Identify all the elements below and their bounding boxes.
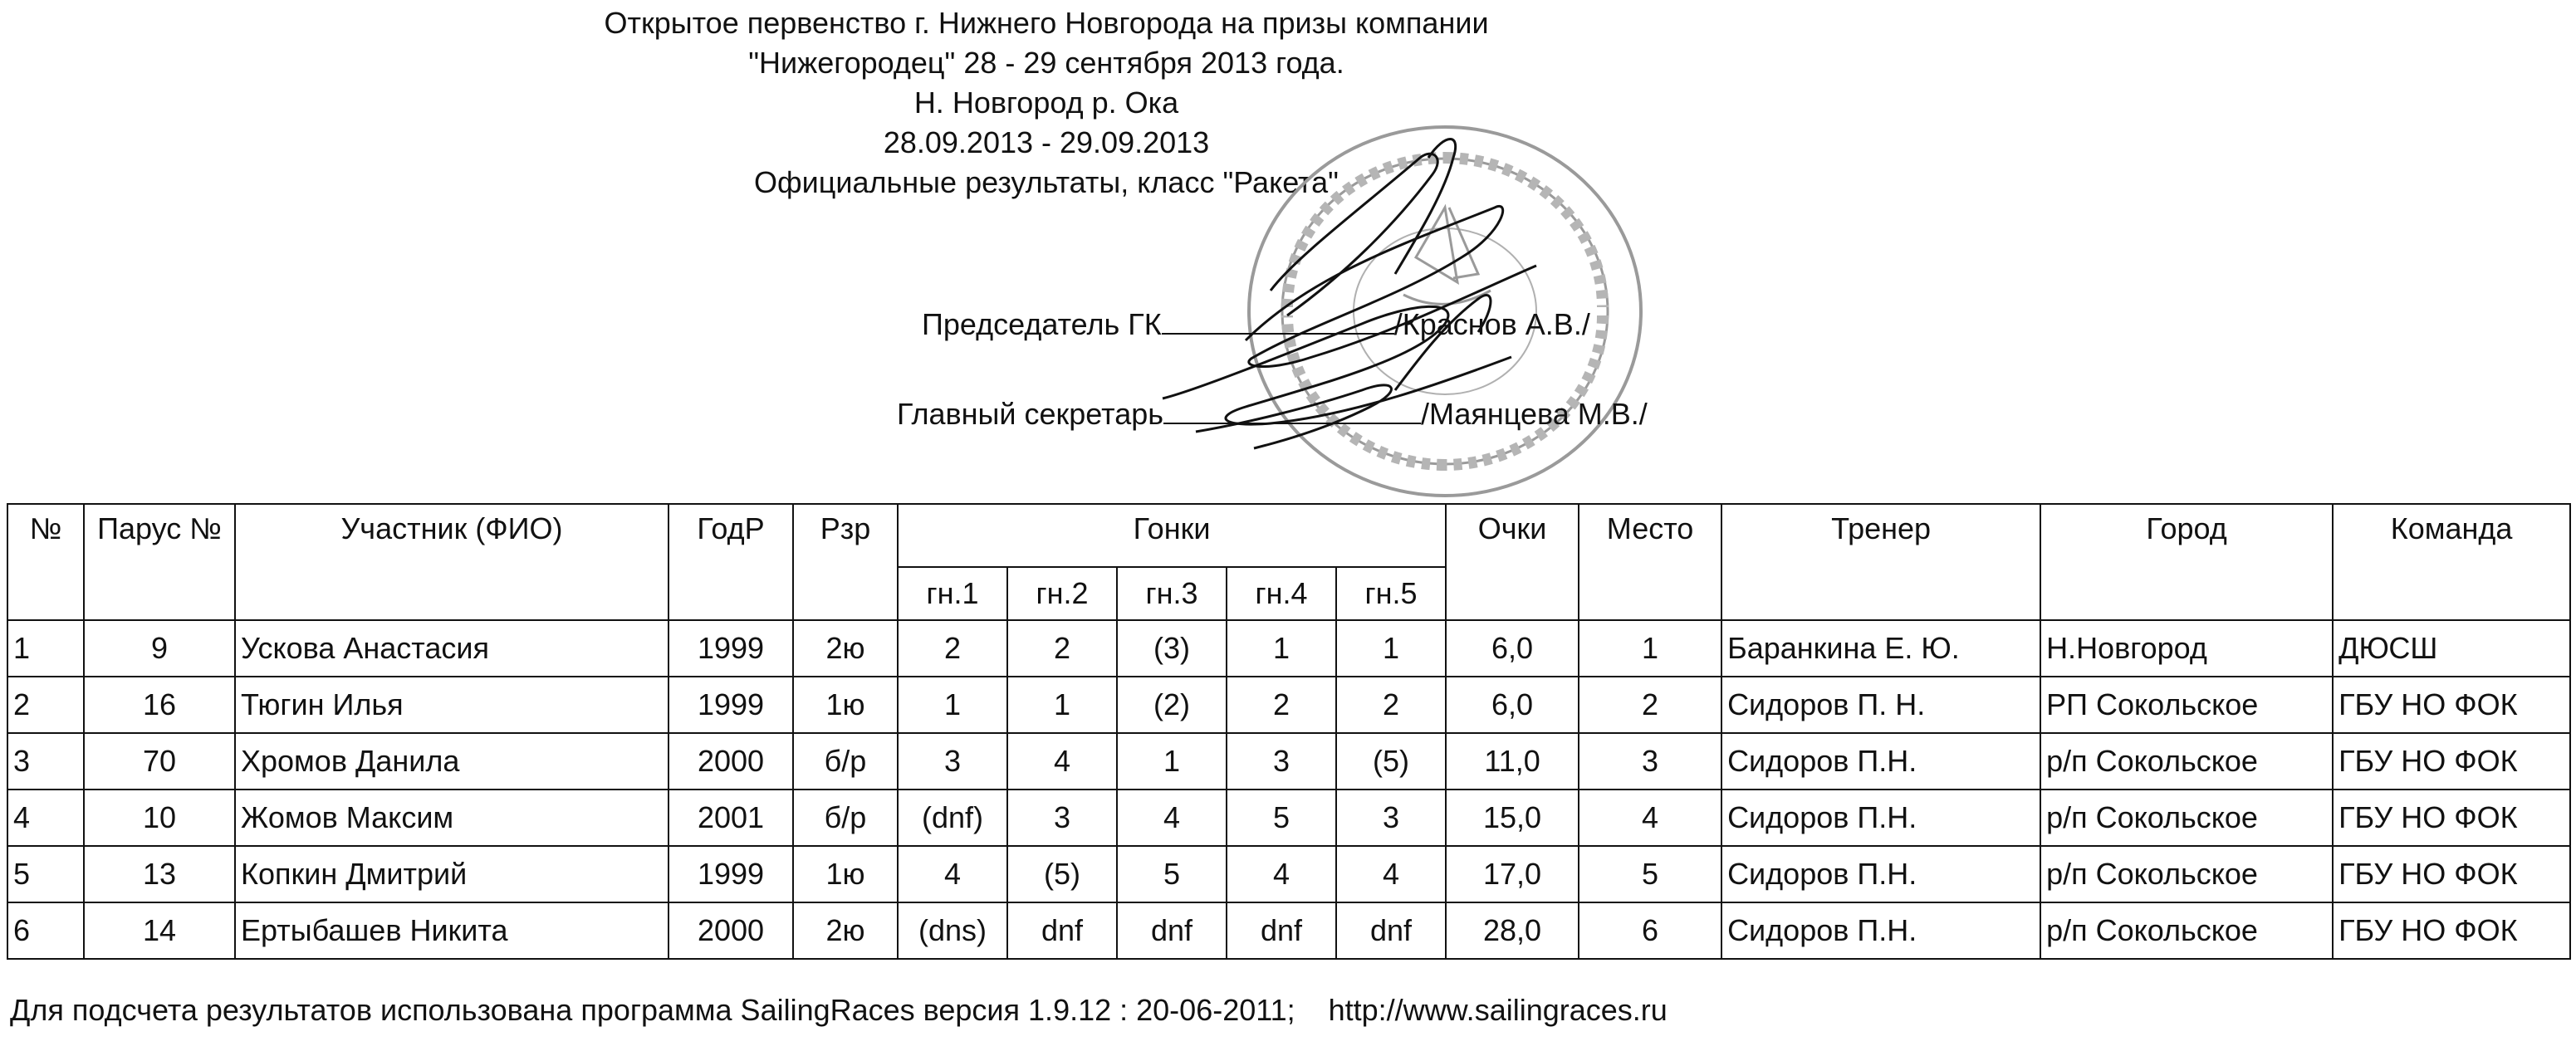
results-table (7, 503, 2571, 960)
chairman-name: /Краснов А.В./ (1393, 307, 1590, 341)
signature-blank (1162, 333, 1394, 335)
cell-sail: 16 (84, 677, 235, 733)
header-team: Команда (2333, 504, 2570, 620)
cell-coach: Сидоров П.Н. (1721, 902, 2040, 959)
title-line-1: Открытое первенство г. Нижнего Новгорода на призы компании (604, 6, 1489, 40)
cell-rank: 1ю (793, 677, 898, 733)
cell-num: 3 (7, 733, 84, 790)
cell-points: 17,0 (1446, 846, 1579, 902)
cell-points: 15,0 (1446, 790, 1579, 846)
cell-race-5: 2 (1336, 677, 1446, 733)
cell-sail: 13 (84, 846, 235, 902)
cell-place: 6 (1579, 902, 1721, 959)
cell-coach: Сидоров П. Н. (1721, 677, 2040, 733)
document-header (0, 3, 2093, 203)
cell-city: р/п Сокольское (2040, 790, 2333, 846)
cell-name: Ертыбашев Никита (235, 902, 668, 959)
header-participant: Участник (ФИО) (235, 504, 668, 620)
cell-race-4: 2 (1227, 677, 1336, 733)
cell-year: 2000 (668, 733, 793, 790)
cell-year: 1999 (668, 620, 793, 677)
cell-race-3: 5 (1117, 846, 1227, 902)
table-header (7, 504, 2570, 620)
cell-race-4: 4 (1227, 846, 1336, 902)
results-title: Официальные результаты, класс "Ракета" (754, 165, 1339, 199)
header-city: Город (2040, 504, 2333, 620)
cell-place: 5 (1579, 846, 1721, 902)
cell-points: 6,0 (1446, 677, 1579, 733)
footer-url-link[interactable]: http://www.sailingraces.ru (1328, 993, 1668, 1027)
header-race-1: гн.1 (898, 567, 1007, 620)
cell-name: Хромов Данила (235, 733, 668, 790)
cell-sail: 10 (84, 790, 235, 846)
cell-name: Жомов Максим (235, 790, 668, 846)
cell-coach: Сидоров П.Н. (1721, 846, 2040, 902)
header-sail: Парус № (84, 504, 235, 620)
chairman-signature-line (922, 307, 1590, 342)
cell-coach: Сидоров П.Н. (1721, 790, 2040, 846)
cell-place: 3 (1579, 733, 1721, 790)
cell-num: 6 (7, 902, 84, 959)
cell-race-2: 3 (1007, 790, 1117, 846)
footer-text: Для подсчета результатов использована программа SailingRaces версия 1.9.12 : 20-06-2011; (10, 993, 1295, 1027)
cell-year: 2000 (668, 902, 793, 959)
cell-name: Тюгин Илья (235, 677, 668, 733)
cell-race-2: 1 (1007, 677, 1117, 733)
cell-race-3: (2) (1117, 677, 1227, 733)
cell-city: РП Сокольское (2040, 677, 2333, 733)
cell-race-4: 1 (1227, 620, 1336, 677)
table-row (7, 902, 2570, 959)
cell-rank: 1ю (793, 846, 898, 902)
header-race-4: гн.4 (1227, 567, 1336, 620)
cell-race-1: (dnf) (898, 790, 1007, 846)
cell-name: Ускова Анастасия (235, 620, 668, 677)
header-points: Очки (1446, 504, 1579, 620)
header-year: ГодР (668, 504, 793, 620)
cell-race-3: 1 (1117, 733, 1227, 790)
cell-coach: Баранкина Е. Ю. (1721, 620, 2040, 677)
cell-city: Н.Новгород (2040, 620, 2333, 677)
table-row (7, 620, 2570, 677)
title-line-2: "Нижегородец" 28 - 29 сентября 2013 года. (748, 46, 1344, 80)
cell-race-3: dnf (1117, 902, 1227, 959)
cell-race-2: dnf (1007, 902, 1117, 959)
cell-race-5: 1 (1336, 620, 1446, 677)
cell-city: р/п Сокольское (2040, 902, 2333, 959)
header-race-2: гн.2 (1007, 567, 1117, 620)
cell-place: 2 (1579, 677, 1721, 733)
header-rank: Рзр (793, 504, 898, 620)
cell-place: 1 (1579, 620, 1721, 677)
cell-race-1: 4 (898, 846, 1007, 902)
header-place: Место (1579, 504, 1721, 620)
footer-note (10, 993, 1668, 1028)
header-races: Гонки (898, 504, 1446, 567)
cell-rank: 2ю (793, 902, 898, 959)
table-row (7, 790, 2570, 846)
cell-city: р/п Сокольское (2040, 733, 2333, 790)
cell-race-5: (5) (1336, 733, 1446, 790)
header-num: № (7, 504, 84, 620)
cell-num: 5 (7, 846, 84, 902)
cell-team: ДЮСШ (2333, 620, 2570, 677)
table-row (7, 846, 2570, 902)
cell-team: ГБУ НО ФОК (2333, 677, 2570, 733)
cell-race-1: (dns) (898, 902, 1007, 959)
cell-rank: б/р (793, 790, 898, 846)
cell-name: Копкин Дмитрий (235, 846, 668, 902)
cell-team: ГБУ НО ФОК (2333, 846, 2570, 902)
dates-line: 28.09.2013 - 29.09.2013 (883, 125, 1210, 159)
secretary-name: /Маянцева М.В./ (1421, 397, 1648, 431)
cell-points: 28,0 (1446, 902, 1579, 959)
cell-num: 4 (7, 790, 84, 846)
cell-race-3: (3) (1117, 620, 1227, 677)
cell-race-1: 3 (898, 733, 1007, 790)
cell-sail: 9 (84, 620, 235, 677)
cell-race-1: 2 (898, 620, 1007, 677)
cell-points: 6,0 (1446, 620, 1579, 677)
table-body (7, 620, 2570, 959)
cell-year: 1999 (668, 846, 793, 902)
cell-race-3: 4 (1117, 790, 1227, 846)
secretary-label: Главный секретарь (897, 397, 1163, 431)
table-row (7, 677, 2570, 733)
secretary-signature-line (897, 397, 1648, 432)
chairman-label: Председатель ГК (922, 307, 1162, 341)
cell-coach: Сидоров П.Н. (1721, 733, 2040, 790)
cell-place: 4 (1579, 790, 1721, 846)
cell-race-2: 4 (1007, 733, 1117, 790)
header-race-3: гн.3 (1117, 567, 1227, 620)
cell-race-5: dnf (1336, 902, 1446, 959)
location-line: Н. Новгород р. Ока (913, 86, 1179, 120)
cell-rank: б/р (793, 733, 898, 790)
table-row (7, 733, 2570, 790)
cell-city: р/п Сокольское (2040, 846, 2333, 902)
cell-race-5: 4 (1336, 846, 1446, 902)
cell-team: ГБУ НО ФОК (2333, 733, 2570, 790)
cell-race-4: 5 (1227, 790, 1336, 846)
cell-race-5: 3 (1336, 790, 1446, 846)
cell-num: 2 (7, 677, 84, 733)
signature-blank (1163, 423, 1421, 424)
cell-num: 1 (7, 620, 84, 677)
cell-rank: 2ю (793, 620, 898, 677)
cell-team: ГБУ НО ФОК (2333, 902, 2570, 959)
cell-race-1: 1 (898, 677, 1007, 733)
cell-race-2: (5) (1007, 846, 1117, 902)
cell-points: 11,0 (1446, 733, 1579, 790)
cell-race-4: 3 (1227, 733, 1336, 790)
cell-sail: 14 (84, 902, 235, 959)
header-coach: Тренер (1721, 504, 2040, 620)
cell-team: ГБУ НО ФОК (2333, 790, 2570, 846)
header-race-5: гн.5 (1336, 567, 1446, 620)
cell-race-2: 2 (1007, 620, 1117, 677)
cell-race-4: dnf (1227, 902, 1336, 959)
cell-year: 2001 (668, 790, 793, 846)
cell-sail: 70 (84, 733, 235, 790)
cell-year: 1999 (668, 677, 793, 733)
